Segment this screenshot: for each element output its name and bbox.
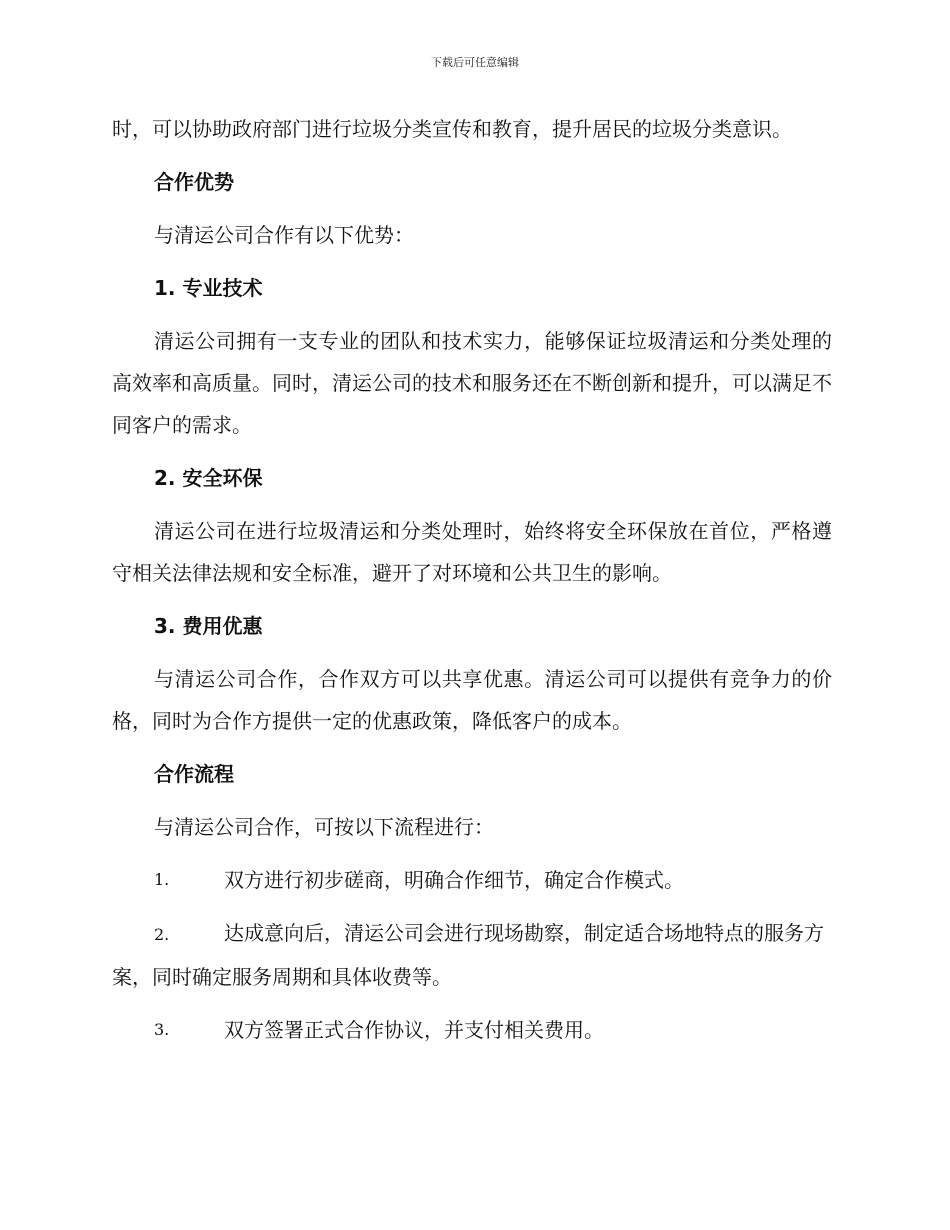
paragraph-safety-environment: 清运公司在进行垃圾清运和分类处理时，始终将安全环保放在首位，严格遵守相关法律法规和安全标准，避开了对环境和公共卫生的影响。 <box>112 519 832 585</box>
paragraph-advantage-intro: 与清运公司合作有以下优势： <box>154 223 414 247</box>
list-item-text: 达成意向后，清运公司会进行现场勘察，制定适合场地特点的服务方案，同时确定服务周期和具体收费等。 <box>112 921 824 989</box>
section-heading-process: 合作流程 <box>154 762 234 786</box>
list-item-number: 1. <box>154 870 170 889</box>
list-item <box>112 912 832 998</box>
list-item-text: 双方签署正式合作协议，并支付相关费用。 <box>224 1018 604 1042</box>
list-item <box>112 859 832 901</box>
section-heading-advantage: 合作优势 <box>154 170 234 194</box>
subheading-safety-environment: 2. 安全环保 <box>154 466 263 490</box>
list-item <box>112 1009 832 1051</box>
paragraph-cost-discount: 与清运公司合作，合作双方可以共享优惠。清运公司可以提供有竞争力的价格，同时为合作方提供一定的优惠政策，降低客户的成本。 <box>112 667 832 733</box>
subheading-cost-discount: 3. 费用优惠 <box>154 614 263 638</box>
paragraph-process-intro: 与清运公司合作，可按以下流程进行： <box>154 815 494 839</box>
list-item-text: 双方进行初步磋商，明确合作细节，确定合作模式。 <box>224 868 684 892</box>
list-item-number: 2. <box>154 925 170 944</box>
subheading-professional-tech: 1. 专业技术 <box>154 276 263 300</box>
paragraph-professional-tech: 清运公司拥有一支专业的团队和技术实力，能够保证垃圾清运和分类处理的高效率和高质量。同时，清运公司的技术和服务还在不断创新和提升，可以满足不同客户的需求。 <box>112 329 832 437</box>
document-body <box>112 108 832 1051</box>
list-item-number: 3. <box>154 1020 170 1039</box>
page-header: 下载后可任意编辑 <box>431 56 519 69</box>
paragraph-continuation: 时，可以协助政府部门进行垃圾分类宣传和教育，提升居民的垃圾分类意识。 <box>112 117 792 141</box>
